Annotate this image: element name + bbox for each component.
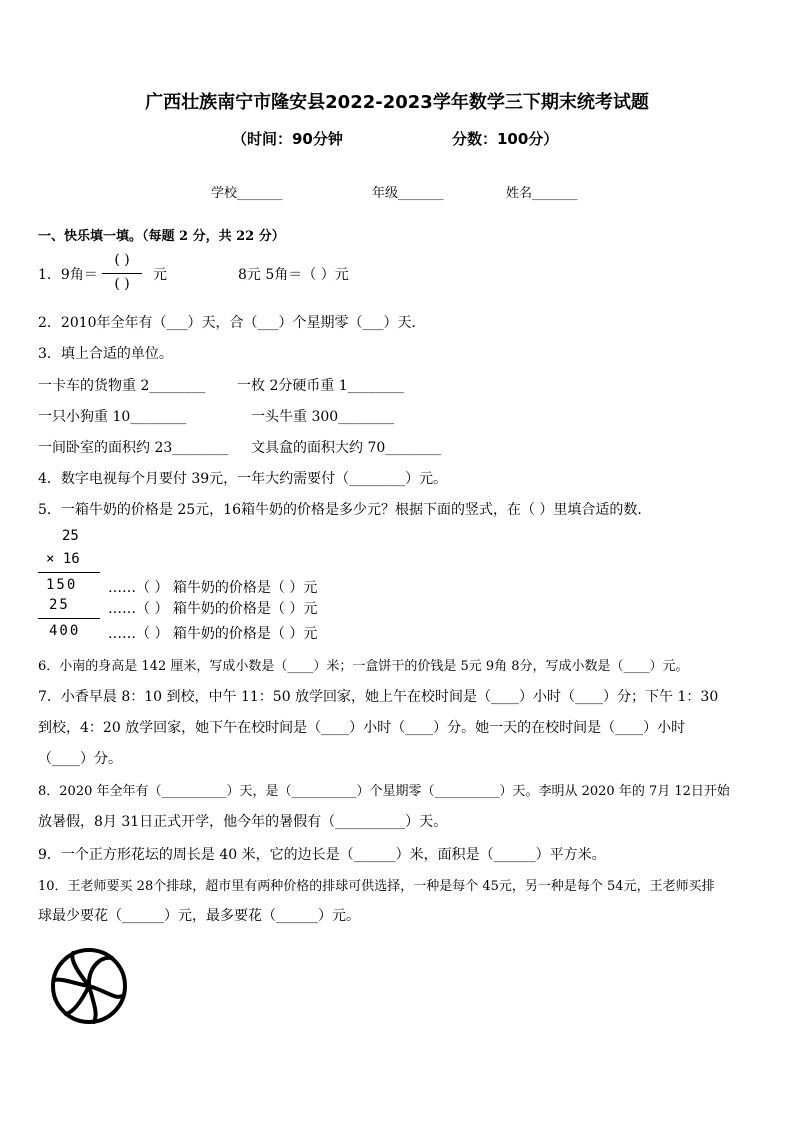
question-3-item: 一卡车的货物重 2________	[38, 378, 206, 394]
question-5: 5．一箱牛奶的价格是 25元，16箱牛奶的价格是多少元？根据下面的竖式，在（ ）里填合适的数．	[38, 502, 652, 518]
question-8-line: 8．2020 年全年有（__________）天，是（__________）个星期零（__________）天。李明从 2020 年的 7月 12日开始	[38, 784, 730, 799]
question-1-second: 8元 5角＝（ ）元	[238, 267, 349, 283]
exam-time: （时间：90分钟	[232, 130, 343, 148]
calc-explanation: ……（ ） 箱牛奶的价格是（ ）元	[108, 580, 318, 596]
fraction-bar	[102, 273, 142, 274]
fraction-denominator: ( )	[114, 276, 130, 292]
school-field: 学校_______	[211, 186, 283, 201]
question-6: 6．小南的身高是 142 厘米，写成小数是（____）米；一盒饼干的价钱是 5元 9角 8分，写成小数是（____）元。	[38, 659, 689, 674]
partial-product-2: 25	[49, 597, 70, 613]
partial-product-1: 150	[46, 577, 78, 593]
exam-score: 分数：100分）	[452, 130, 559, 148]
question-1-unit: 元	[153, 267, 167, 283]
question-4: 4．数字电视每个月要付 39元，一年大约需要付（________）元。	[38, 471, 448, 487]
question-3: 3．填上合适的单位。	[38, 346, 173, 362]
product: 400	[49, 623, 81, 639]
question-3-item: 一只小狗重 10________	[38, 409, 187, 425]
volleyball-icon	[48, 946, 132, 1026]
calc-rule	[38, 618, 100, 619]
question-7-line: （____）分。	[38, 751, 122, 767]
question-3-item: 一枚 2分硬币重 1________	[237, 378, 404, 394]
calc-explanation: ……（ ） 箱牛奶的价格是（ ）元	[108, 601, 318, 617]
question-10-line: 10．王老师要买 28个排球，超市里有两种价格的排球可供选择，一种是每个 45元，另一种是每个 54元，王老师买排	[38, 879, 715, 894]
question-8-line: 放暑假，8月 31日正式开学，他今年的暑假有（__________）天。	[38, 814, 448, 830]
calc-explanation: ……（ ） 箱牛奶的价格是（ ）元	[108, 626, 318, 642]
question-2: 2．2010年全年有（___）天，合（___）个星期零（___）天．	[38, 315, 426, 331]
question-3-item: 文具盒的面积大约 70________	[251, 440, 442, 456]
question-10-line: 球最少要花（______）元，最多要花（______）元。	[38, 908, 360, 924]
calc-rule	[38, 572, 100, 573]
fraction-numerator: ( )	[114, 252, 130, 268]
section-heading: 一、快乐填一填。（每题 2 分，共 22 分）	[38, 229, 285, 244]
question-1-prefix: 1．9角＝	[38, 267, 98, 283]
question-9: 9．一个正方形花坛的周长是 40 米，它的边长是（______）米，面积是（______）平方米。	[38, 847, 606, 863]
question-3-item: 一头牛重 300________	[251, 409, 395, 425]
question-3-item: 一间卧室的面积约 23________	[38, 440, 229, 456]
fraction	[100, 252, 144, 296]
question-7-line: 7．小香早晨 8：10 到校，中午 11：50 放学回家，她上午在校时间是（____）小时（____）分；下午 1：30	[38, 689, 719, 705]
question-7-line: 到校，4：20 放学回家，她下午在校时间是（____）小时（____）分。她一天的在校时间是（____）小时	[38, 720, 686, 736]
grade-field: 年级_______	[372, 186, 444, 201]
name-field: 姓名_______	[506, 186, 578, 201]
multiplier: × 16	[46, 551, 80, 567]
multiplicand: 25	[62, 528, 79, 544]
page-title: 广西壮族南宁市隆安县2022-2023学年数学三下期末统考试题	[145, 92, 649, 113]
